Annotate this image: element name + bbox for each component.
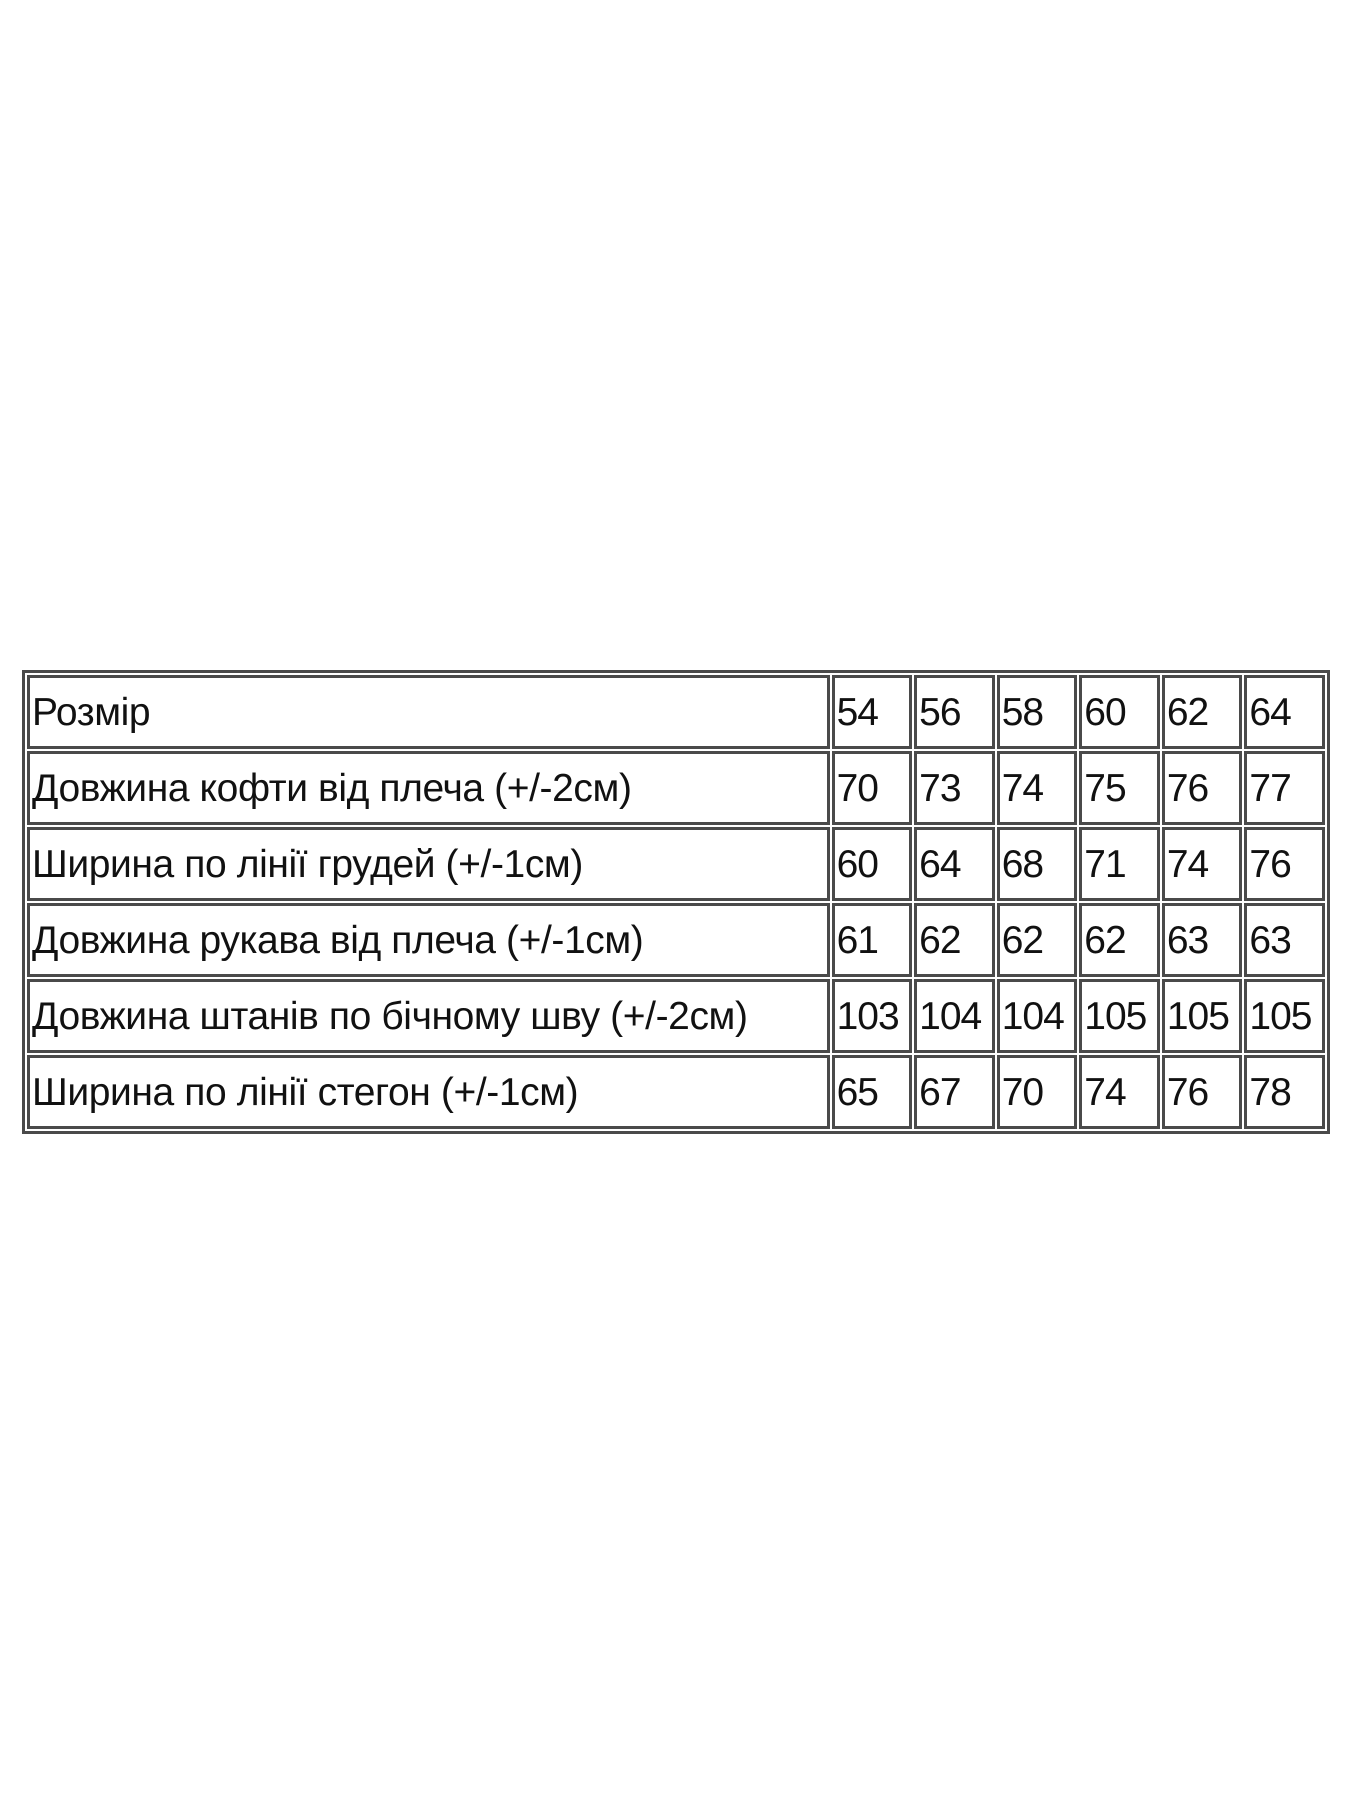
row-label: Довжина штанів по бічному шву (+/-2см) bbox=[27, 979, 830, 1053]
table-cell: 73 bbox=[914, 751, 995, 825]
table-cell: 64 bbox=[1244, 675, 1325, 749]
size-chart-table bbox=[22, 670, 1330, 1134]
table-cell: 62 bbox=[914, 903, 995, 977]
table-cell: 71 bbox=[1079, 827, 1160, 901]
table-cell: 105 bbox=[1162, 979, 1243, 1053]
table-cell: 76 bbox=[1162, 1055, 1243, 1129]
table-cell: 76 bbox=[1244, 827, 1325, 901]
table-cell: 64 bbox=[914, 827, 995, 901]
table-row-sleeve-length bbox=[27, 903, 1325, 977]
table-cell: 67 bbox=[914, 1055, 995, 1129]
table-cell: 62 bbox=[1162, 675, 1243, 749]
table-cell: 76 bbox=[1162, 751, 1243, 825]
table-row-chest-width bbox=[27, 827, 1325, 901]
table-cell: 75 bbox=[1079, 751, 1160, 825]
table-cell: 61 bbox=[832, 903, 913, 977]
table-cell: 74 bbox=[997, 751, 1078, 825]
table-cell: 56 bbox=[914, 675, 995, 749]
table-cell: 63 bbox=[1162, 903, 1243, 977]
table-row-jacket-length bbox=[27, 751, 1325, 825]
table-cell: 62 bbox=[997, 903, 1078, 977]
row-label: Розмір bbox=[27, 675, 830, 749]
table-cell: 60 bbox=[832, 827, 913, 901]
table-row-size bbox=[27, 675, 1325, 749]
row-label: Ширина по лінії стегон (+/-1см) bbox=[27, 1055, 830, 1129]
table-cell: 58 bbox=[997, 675, 1078, 749]
row-label: Ширина по лінії грудей (+/-1см) bbox=[27, 827, 830, 901]
table-cell: 105 bbox=[1079, 979, 1160, 1053]
table-cell: 65 bbox=[832, 1055, 913, 1129]
row-label: Довжина рукава від плеча (+/-1см) bbox=[27, 903, 830, 977]
table-cell: 54 bbox=[832, 675, 913, 749]
table-cell: 74 bbox=[1162, 827, 1243, 901]
table-cell: 104 bbox=[997, 979, 1078, 1053]
table-cell: 74 bbox=[1079, 1055, 1160, 1129]
table-cell: 60 bbox=[1079, 675, 1160, 749]
table-cell: 70 bbox=[997, 1055, 1078, 1129]
table-cell: 63 bbox=[1244, 903, 1325, 977]
table-cell: 105 bbox=[1244, 979, 1325, 1053]
row-label: Довжина кофти від плеча (+/-2см) bbox=[27, 751, 830, 825]
table-cell: 77 bbox=[1244, 751, 1325, 825]
table-row-pants-length bbox=[27, 979, 1325, 1053]
table-cell: 70 bbox=[832, 751, 913, 825]
table-row-hip-width bbox=[27, 1055, 1325, 1129]
table-cell: 78 bbox=[1244, 1055, 1325, 1129]
table-cell: 104 bbox=[914, 979, 995, 1053]
table-cell: 68 bbox=[997, 827, 1078, 901]
table-cell: 103 bbox=[832, 979, 913, 1053]
table-cell: 62 bbox=[1079, 903, 1160, 977]
